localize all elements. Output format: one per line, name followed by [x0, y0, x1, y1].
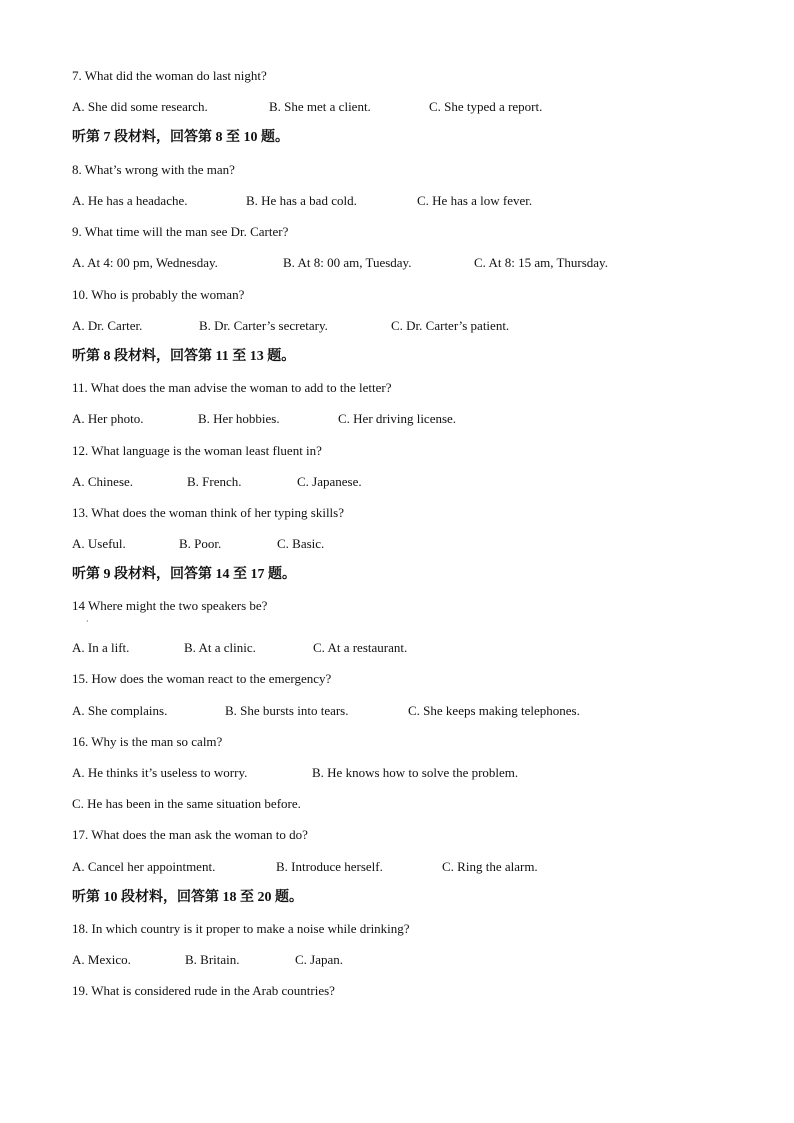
answer-option: A. Mexico. [72, 952, 131, 967]
answer-option: C. She typed a report. [429, 99, 543, 114]
answer-option: A. Her photo. [72, 411, 144, 426]
answer-option: C. At a restaurant. [313, 640, 408, 655]
question-text: 19. What is considered rude in the Arab countries? [72, 983, 335, 998]
question-text: 9. What time will the man see Dr. Carter? [72, 224, 289, 239]
answer-option: A. Useful. [72, 536, 126, 551]
answer-option: B. Her hobbies. [198, 411, 280, 426]
answer-option: C. Japanese. [297, 474, 362, 489]
answer-option: B. She met a client. [269, 99, 371, 114]
answer-option: B. At 8: 00 am, Tuesday. [283, 255, 412, 270]
section-heading: 听第 9 段材料，回答第 14 至 17 题。 [72, 567, 296, 582]
answer-option: C. Ring the alarm. [442, 859, 538, 874]
answer-option: C. Her driving license. [338, 411, 457, 426]
question-text: 13. What does the woman think of her typing skills? [72, 505, 344, 520]
answer-option: B. Dr. Carter’s secretary. [199, 318, 328, 333]
answer-option: A. Cancel her appointment. [72, 859, 216, 874]
answer-option: C. Japan. [295, 952, 344, 967]
answer-option: B. She bursts into tears. [225, 703, 349, 718]
answer-option: A. In a lift. [72, 640, 130, 655]
question-text: 8. What’s wrong with the man? [72, 162, 235, 177]
answer-option: C. At 8: 15 am, Thursday. [474, 255, 608, 270]
question-text: 12. What language is the woman least fluent in? [72, 443, 322, 458]
question-text: 18. In which country is it proper to make a noise while drinking? [72, 921, 410, 936]
answer-option: B. Britain. [185, 952, 240, 967]
question-text: 17. What does the man ask the woman to do? [72, 827, 308, 842]
answer-option: B. He has a bad cold. [246, 193, 357, 208]
answer-option: C. She keeps making telephones. [408, 703, 580, 718]
question-text: 16. Why is the man so calm? [72, 734, 223, 749]
answer-option: A. She did some research. [72, 99, 208, 114]
answer-option: C. He has been in the same situation before. [72, 796, 301, 811]
answer-option: A. Chinese. [72, 474, 134, 489]
question-text: 14 Where might the two speakers be? [72, 598, 268, 613]
section-heading: 听第 8 段材料，回答第 11 至 13 题。 [72, 349, 296, 364]
answer-option: B. French. [187, 474, 242, 489]
section-heading: 听第 7 段材料，回答第 8 至 10 题。 [72, 130, 289, 145]
stray-mark: · [86, 617, 89, 626]
answer-option: A. At 4: 00 pm, Wednesday. [72, 255, 218, 270]
question-text: 11. What does the man advise the woman to add to the letter? [72, 380, 392, 395]
answer-option: C. Basic. [277, 536, 325, 551]
answer-option: B. At a clinic. [184, 640, 256, 655]
answer-option: B. Poor. [179, 536, 222, 551]
answer-option: A. He thinks it’s useless to worry. [72, 765, 248, 780]
answer-option: A. He has a headache. [72, 193, 188, 208]
question-text: 10. Who is probably the woman? [72, 287, 245, 302]
question-text: 7. What did the woman do last night? [72, 68, 267, 83]
answer-option: B. He knows how to solve the problem. [312, 765, 519, 780]
answer-option: C. Dr. Carter’s patient. [391, 318, 510, 333]
answer-option: A. She complains. [72, 703, 168, 718]
section-heading: 听第 10 段材料，回答第 18 至 20 题。 [72, 890, 303, 905]
answer-option: B. Introduce herself. [276, 859, 383, 874]
answer-option: C. He has a low fever. [417, 193, 533, 208]
question-text: 15. How does the woman react to the emergency? [72, 671, 332, 686]
answer-option: A. Dr. Carter. [72, 318, 143, 333]
